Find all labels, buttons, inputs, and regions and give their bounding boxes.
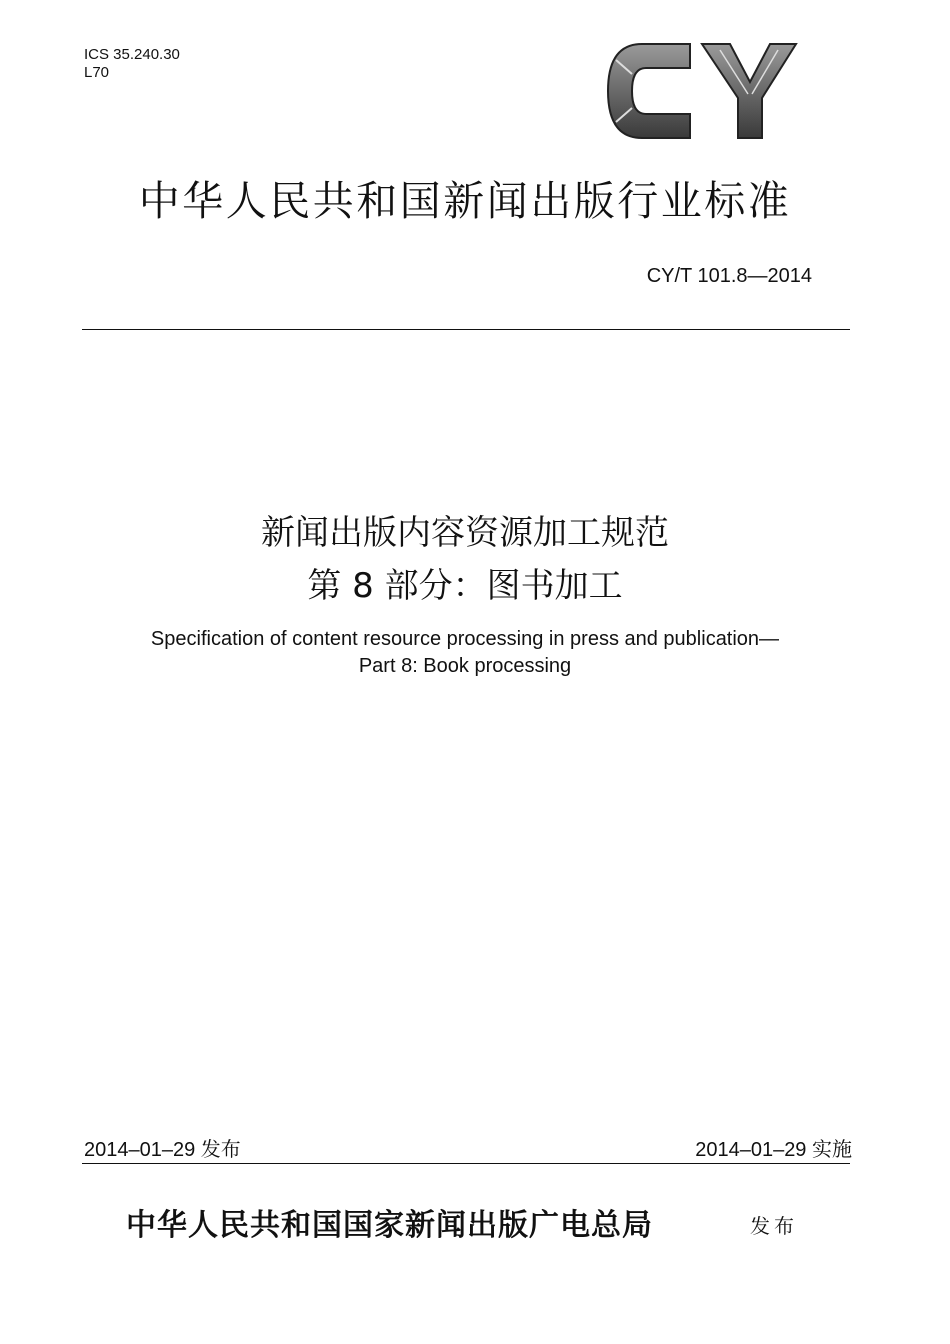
- title-en-main: Specification of content resource processing in press and publication—: [150, 628, 780, 650]
- title-cn-main: 新闻出版内容资源加工规范: [261, 513, 669, 553]
- ics-code: ICS 35.240.30: [84, 46, 180, 63]
- title-cn-part: 第 8 部分：图书加工: [307, 566, 623, 606]
- authority-title: 中华人民共和国新闻出版行业标准: [138, 177, 792, 225]
- title-en-part: Part 8: Book processing: [358, 655, 572, 677]
- bottom-divider: [82, 1163, 850, 1164]
- implementation-date: 2014–01–29 实施: [695, 1139, 852, 1161]
- publisher-name: 中华人民共和国国家新闻出版广电总局: [126, 1208, 653, 1243]
- ccs-code: L70: [84, 64, 110, 81]
- standard-number: CY/T 101.8—2014: [646, 265, 812, 287]
- issue-date: 2014–01–29 发布: [84, 1139, 241, 1161]
- publish-label: 发布: [750, 1214, 798, 1238]
- top-divider: [82, 329, 850, 330]
- classification-codes: [84, 46, 180, 82]
- cy-logo: [602, 40, 798, 142]
